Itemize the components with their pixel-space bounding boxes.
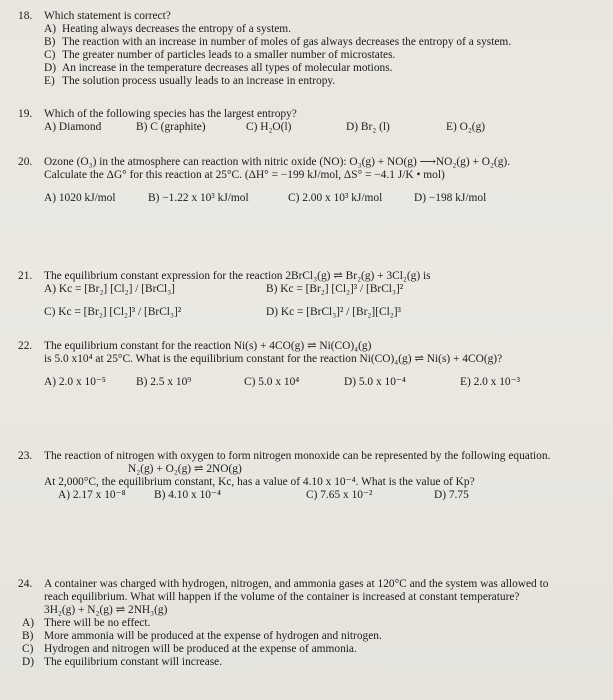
question-23-options [18,489,608,502]
question-number: 23. [18,450,33,462]
option-a: A) 1020 kJ/mol [44,192,116,204]
option-a [44,23,608,36]
option-b [44,36,608,49]
question-stem: Which statement is correct? [44,10,171,22]
question-number: 24. [18,578,33,590]
question-23-stem-line-2: At 2,000°C, the equilibrium constant, Kc, has a value of 4.10 x 10⁻⁴. What is the value of Kp? [44,476,475,488]
option-e: E) O₂(g) [446,121,486,133]
option-c: C) H₂O(l) [246,121,292,133]
option-c: C) Kc = [Br₂] [Cl₂]³ / [BrCl₃]² [44,306,182,318]
option-letter: D) [44,62,57,74]
question-21-options-cd [18,306,608,319]
option-text: More ammonia will be produced at the expense of hydrogen and nitrogen. [44,630,382,642]
question-21-stem-line [18,270,608,283]
question-stem: The equilibrium constant for the reaction Ni(s) + 4CO(g) ⇌ Ni(CO)₄(g) [44,340,372,352]
option-b: B) 2.5 x 10⁹ [136,376,192,388]
option-letter: A) [44,23,57,35]
option-text: There will be no effect. [44,617,151,629]
option-letter: B) [22,630,34,642]
option-a [22,617,608,630]
question-22-options [18,376,608,389]
option-text: The greater number of particles leads to a smaller number of microstates. [62,49,396,61]
option-text: Hydrogen and nitrogen will be produced at the expense of ammonia. [44,643,357,655]
option-d: D) Kc = [BrCl₃]² / [Br₂][Cl₂]³ [266,306,401,318]
question-stem: The equilibrium constant expression for the reaction 2BrCl₃(g) ⇌ Br₂(g) + 3Cl₂(g) is [44,270,431,282]
question-21 [18,270,608,319]
question-24-stem-line-2: reach equilibrium. What will happen if the volume of the container is increased at constant temperature? [44,591,520,603]
option-letter: D) [22,656,35,668]
question-24-options [18,617,608,669]
option-c: C) 2.00 x 10³ kJ/mol [288,192,383,204]
option-c: C) 5.0 x 10⁴ [244,376,300,388]
option-text: Heating always decreases the entropy of a system. [62,23,291,35]
question-18 [18,10,608,88]
question-number: 21. [18,270,33,282]
option-b: B) −1.22 x 10³ kJ/mol [148,192,249,204]
option-a: A) 2.0 x 10⁻⁵ [44,376,106,388]
option-e [44,75,608,88]
question-22-stem-line-2: is 5.0 x10⁴ at 25°C. What is the equilibrium constant for the reaction Ni(CO)₄(g) ⇌ Ni(s) + 4CO(g)? [44,353,503,365]
option-letter: B) [44,36,56,48]
question-19 [18,108,608,134]
question-24-equation: 3H₂(g) + N₂(g) ⇌ 2NH₃(g) [44,604,168,616]
option-d: D) −198 kJ/mol [414,192,487,204]
question-24-stem-line [18,578,608,591]
question-21-options-ab [18,283,608,296]
question-19-options [18,121,608,134]
question-number: 22. [18,340,33,352]
option-a: A) Diamond [44,121,102,133]
option-text: An increase in the temperature decreases all types of molecular motions. [62,62,393,74]
option-letter: C) [22,643,34,655]
question-24 [18,578,608,669]
option-letter: C) [44,49,56,61]
option-d [22,656,608,669]
option-a: A) 2.17 x 10⁻⁸ [58,489,126,501]
option-d [44,62,608,75]
question-23-equation: N₂(g) + O₂(g) ⇌ 2NO(g) [128,463,242,475]
question-22-stem-line [18,340,608,353]
option-d: D) 5.0 x 10⁻⁴ [344,376,406,388]
option-b: B) Kc = [Br₂] [Cl₂]³ / [BrCl₃]² [266,283,404,295]
option-e: E) 2.0 x 10⁻³ [460,376,521,388]
question-19-stem-line [18,108,608,121]
bleed-through-shadow [40,508,583,578]
question-18-options [18,23,608,88]
question-number: 19. [18,108,33,120]
option-b: B) C (graphite) [136,121,206,133]
option-text: The solution process usually leads to an increase in entropy. [62,75,336,87]
question-stem: The reaction of nitrogen with oxygen to form nitrogen monoxide can be represented by the following equation. [44,450,551,462]
question-stem: Which of the following species has the largest entropy? [44,108,297,120]
option-letter: A) [22,617,35,629]
option-b [22,630,608,643]
question-18-stem-line [18,10,608,23]
option-d: D) 7.75 [434,489,469,501]
question-22 [18,340,608,389]
question-23-stem-line [18,450,608,463]
question-20 [18,156,608,205]
option-a: A) Kc = [Br₂] [Cl₂] / [BrCl₃] [44,283,175,295]
option-b: B) 4.10 x 10⁻⁴ [154,489,221,501]
option-text: The equilibrium constant will increase. [44,656,223,668]
option-c [44,49,608,62]
question-stem: A container was charged with hydrogen, nitrogen, and ammonia gases at 120°C and the system was allowed to [44,578,549,590]
question-20-stem-line [18,156,608,169]
option-letter: E) [44,75,55,87]
question-20-options [18,192,608,205]
option-d: D) Br₂ (l) [346,121,390,133]
option-c: C) 7.65 x 10⁻² [306,489,373,501]
option-text: The reaction with an increase in number of moles of gas always decreases the entropy of a system. [62,36,512,48]
question-stem: Ozone (O₃) in the atmosphere can reaction with nitric oxide (NO): O₃(g) + NO(g) ⟶NO₂(g) + O₂(g). [44,156,511,168]
option-c [22,643,608,656]
question-number: 18. [18,10,33,22]
question-23 [18,450,608,502]
question-20-stem-line-2: Calculate the ΔG° for this reaction at 25°C. (ΔH° = −199 kJ/mol, ΔS° = −4.1 J/K • mol) [44,169,445,181]
question-number: 20. [18,156,33,168]
